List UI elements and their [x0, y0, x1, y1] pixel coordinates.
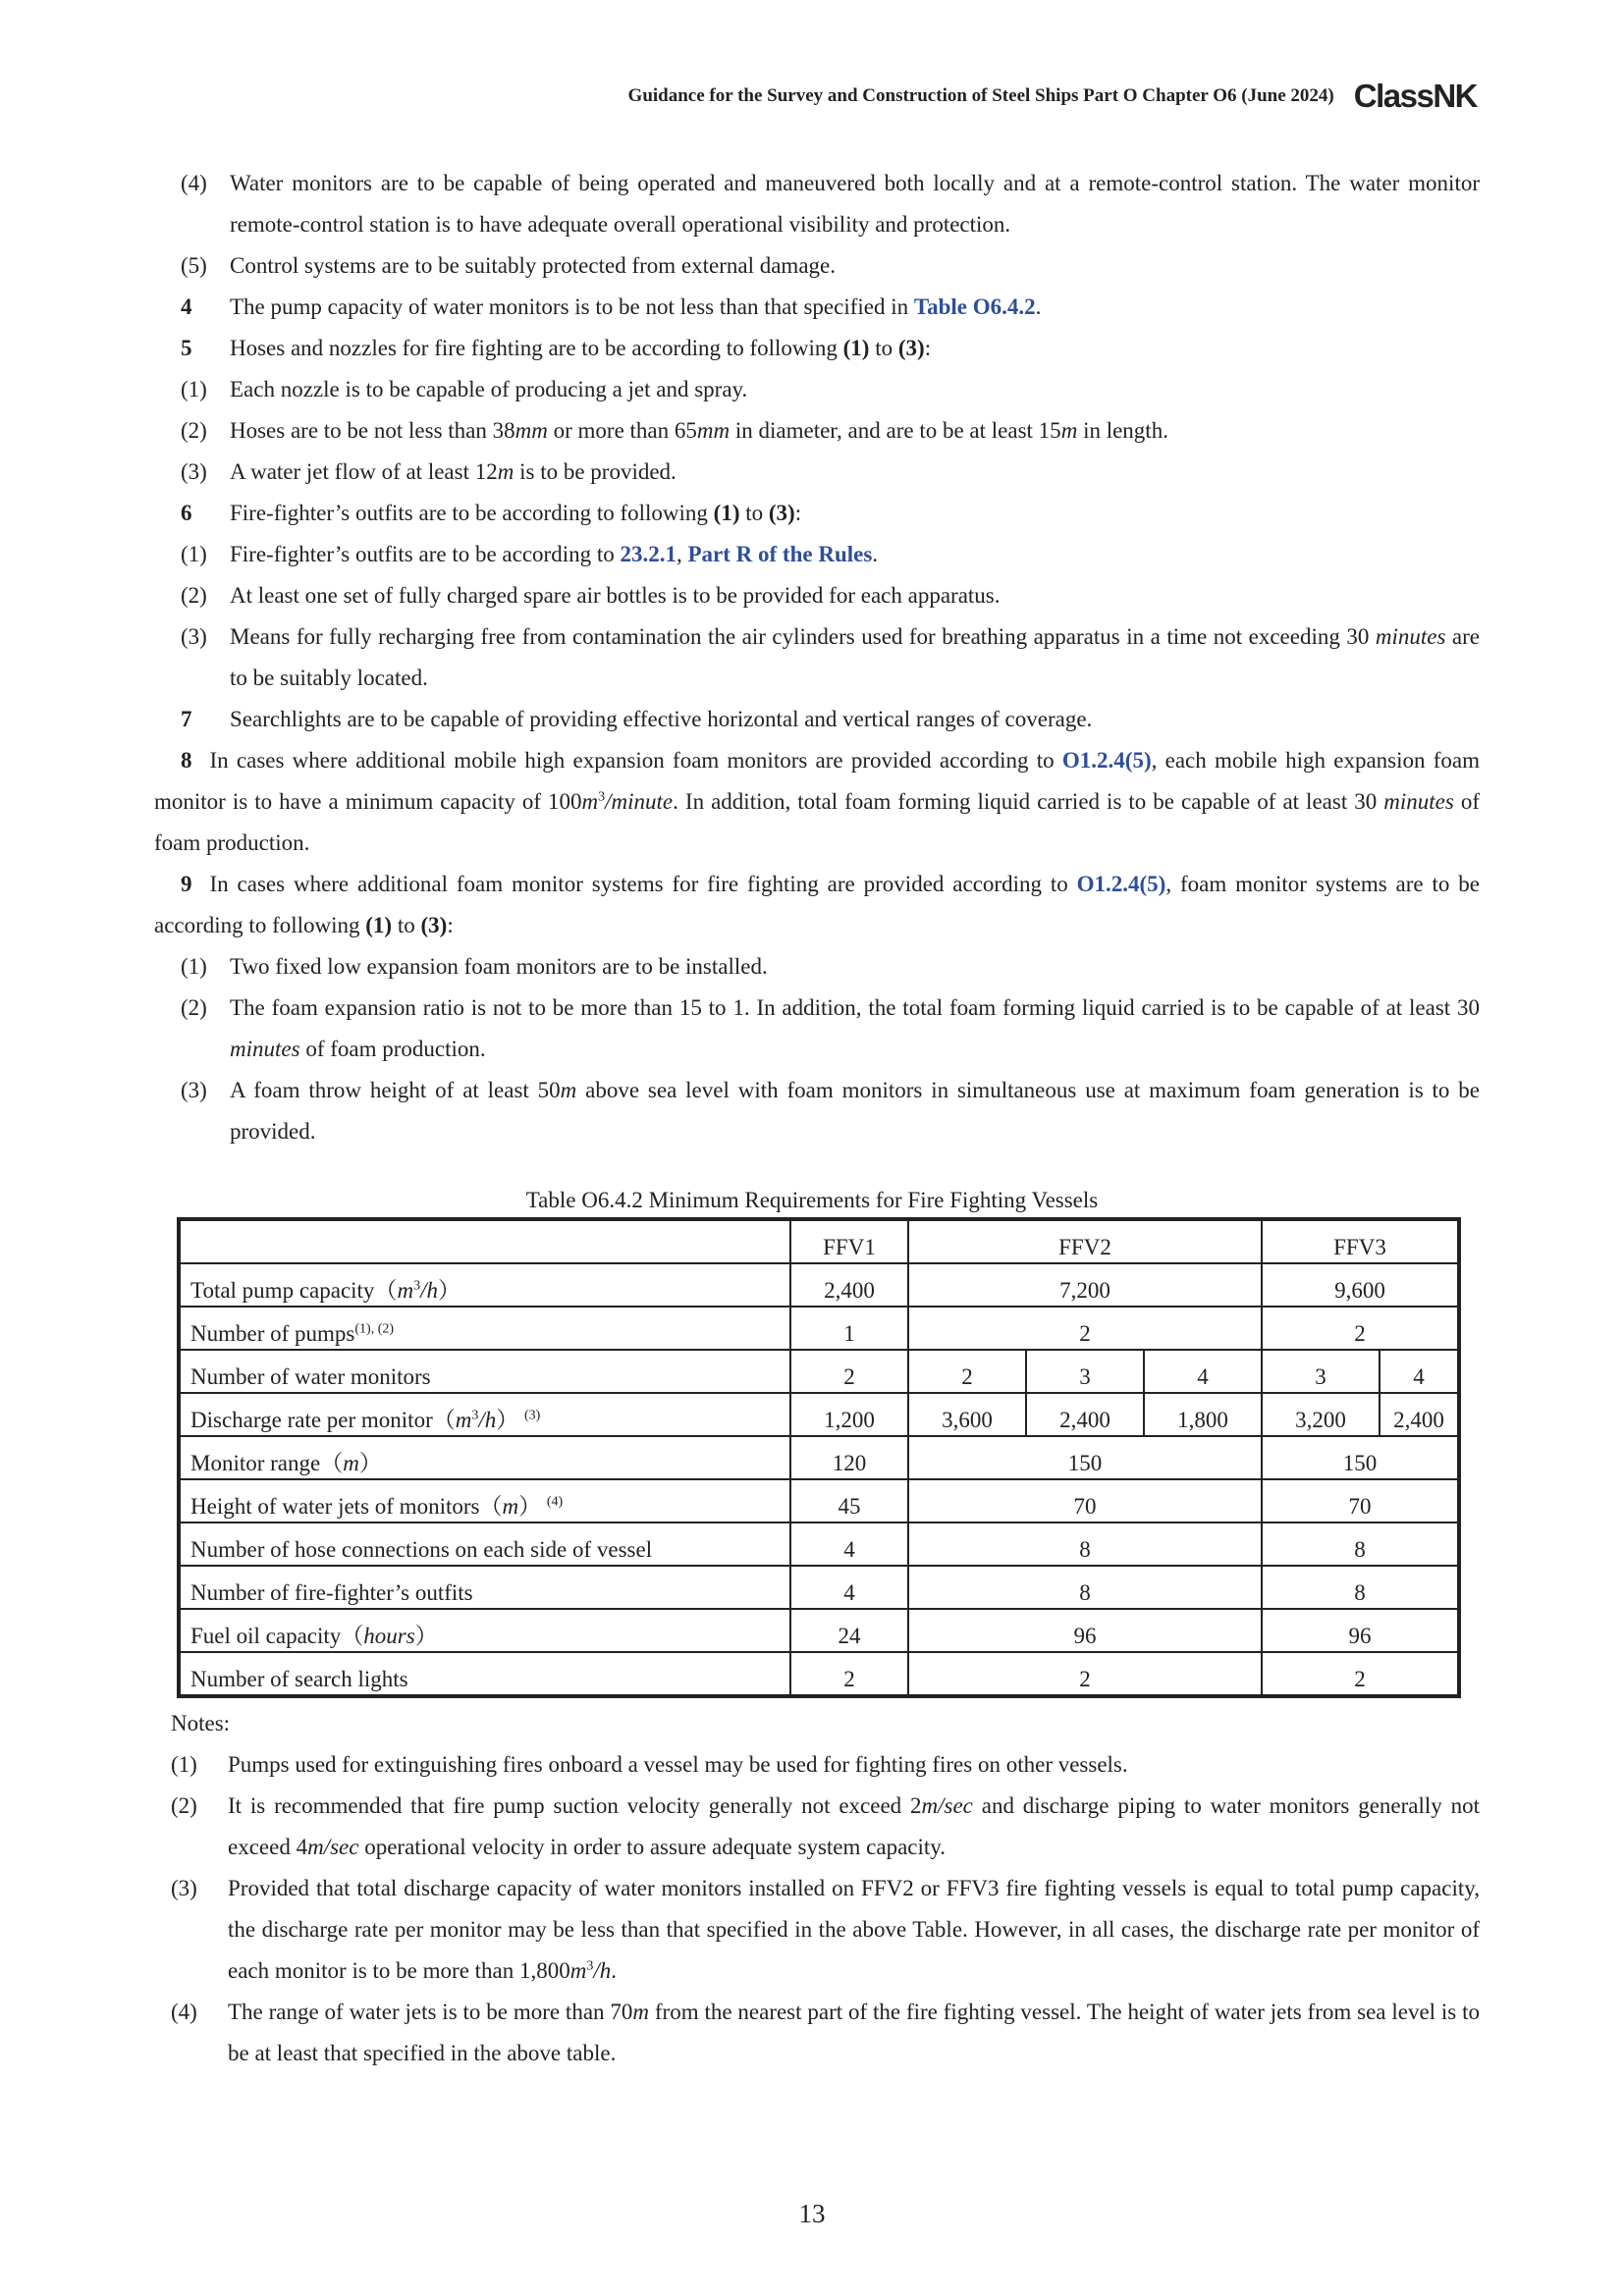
page-header [628, 77, 1477, 116]
item-5-3: (3) A water jet flow of at least 12m is to be provided. [181, 459, 677, 484]
paragraph-9: 9 In cases where additional foam monitor systems for fire fighting are provided according to O1.2.4(5), foam monitor systems are to be according to following (1) to (3): [154, 872, 1480, 937]
table-row: Fuel oil capacity（hours） 24 96 96 [179, 1609, 1459, 1652]
paragraph-8: 8 In cases where additional mobile high expansion foam monitors are provided according to O1.2.4(5), each mobile high expansion foam monitor is to have a minimum capacity of $100m^3$/minute. In addition, total foam forming liquid carried is to be capable of at least 30 minutes of foam production. [154, 748, 1480, 855]
o1-2-4-5-link-2[interactable]: O1.2.4(5) [1076, 872, 1166, 896]
table-row: Total pump $capacity(m^3/h)$ 2,400 7,200 9,600 [179, 1263, 1459, 1307]
item-6-2: (2) At least one set of fully charged spare air bottles is to be provided for each apparatus. [181, 583, 1001, 608]
item-4-5: (5) Control systems are to be suitably protected from external damage. [181, 253, 836, 278]
page-number: 13 [798, 2199, 826, 2228]
table-caption: Table O6.4.2 Minimum Requirements for Fire Fighting Vessels [525, 1188, 1099, 1212]
table-row: Number of hose connections on each side of vessel 4 8 8 [179, 1522, 1459, 1566]
paragraph-5: 5 Hoses and nozzles for fire fighting are to be according to following (1) to (3): [181, 336, 932, 360]
header-ffv3: FFV3 [1262, 1219, 1459, 1263]
table-o6-4-2-link[interactable]: Table O6.4.2 [913, 294, 1036, 319]
requirements-table [177, 1217, 1461, 1698]
item-5-2: (2) Hoses are to be not less than 38mm or more than 65mm in diameter, and are to be at least 15m in length. [181, 418, 1168, 443]
note-2: (2) It is recommended that fire pump suction velocity generally not exceed 2m/sec and discharge piping to water monitors generally not exceed 4m/sec operational velocity in order to assure adequate system capacity. [171, 1793, 1481, 1859]
item-4-4: (4) Water monitors are to be capable of being operated and maneuvered both locally and at a remote-control station. The water monitor remote-control station is to have adequate overall operational visibility and protection. [181, 171, 1480, 237]
item-5-1: (1) Each nozzle is to be capable of producing a jet and spray. [181, 377, 748, 401]
paragraph-6: 6 Fire-fighter’s outfits are to be according to following (1) to (3): [181, 501, 802, 525]
item-9-2: (2) The foam expansion ratio is not to be more than 15 to 1. In addition, the total foam forming liquid carried is to be capable of at least 30 minutes of foam production. [181, 995, 1480, 1061]
rule-23-2-1-link[interactable]: 23.2.1 [620, 542, 677, 566]
table-row: Number of pumps$^{(1), (2)}$ 1 2 2 [179, 1307, 1459, 1350]
table-row: Discharge rate per $monitor(m^3/h)$ $^{(3)}$ 1,200 3,600 2,400 1,800 3,200 2,400 [179, 1393, 1459, 1436]
note-1: (1) Pumps used for extinguishing fires onboard a vessel may be used for fighting fires on other vessels. [171, 1752, 1128, 1777]
header-ffv2: FFV2 [908, 1219, 1262, 1263]
part-r-link[interactable]: Part R of the Rules [687, 542, 873, 566]
note-3: (3) Provided that total discharge capacity of water monitors installed on FFV2 or FFV3 fire fighting vessels is equal to total pump capacity, the discharge rate per monitor may be less than that specified in the above Table. However, in all cases, the discharge rate per monitor of each monitor is to be more than $1,800m^3/h$. [171, 1876, 1480, 1983]
table-row: Height of water jets of monitors（m） $^{(4)}$ 45 70 70 [179, 1479, 1459, 1522]
item-6-1: (1) Fire-fighter’s outfits are to be according to 23.2.1, Part R of the Rules. [181, 542, 879, 566]
body-content [154, 163, 1480, 1152]
paragraph-7: 7 Searchlights are to be capable of providing effective horizontal and vertical ranges of coverage. [181, 707, 1093, 731]
table-row: Number of search lights 2 2 2 [179, 1652, 1459, 1696]
header-ffv1: FFV1 [790, 1219, 908, 1263]
paragraph-4: 4 The pump capacity of water monitors is to be not less than that specified in Table O6.4.2. [181, 294, 1042, 319]
notes-title: Notes: [171, 1711, 231, 1735]
header-title: Guidance for the Survey and Construction of Steel Ships Part O Chapter O6 (June 2024) [627, 85, 1334, 106]
table-row: Number of water monitors 2 2 3 4 3 4 [179, 1350, 1459, 1393]
classnk-logo: ClassNK [1353, 78, 1477, 114]
item-9-1: (1) Two fixed low expansion foam monitors are to be installed. [181, 954, 768, 979]
table-notes [154, 1703, 1480, 2074]
table-header-row [179, 1219, 1459, 1263]
note-4: (4) The range of water jets is to be more than 70m from the nearest part of the fire fighting vessel. The height of water jets from sea level is to be at least that specified in the above table. [171, 2000, 1480, 2065]
table-row: Monitor range（m） 120 150 150 [179, 1436, 1459, 1479]
table-row: Number of fire-fighter’s outfits 4 8 8 [179, 1566, 1459, 1609]
item-6-3: (3) Means for fully recharging free from contamination the air cylinders used for breathing apparatus in a time not exceeding 30 minutes are to be suitably located. [181, 624, 1481, 690]
o1-2-4-5-link[interactable]: O1.2.4(5) [1061, 748, 1152, 773]
item-9-3: (3) A foam throw height of at least 50m above sea level with foam monitors in simultaneous use at maximum foam generation is to be provided. [181, 1078, 1481, 1144]
